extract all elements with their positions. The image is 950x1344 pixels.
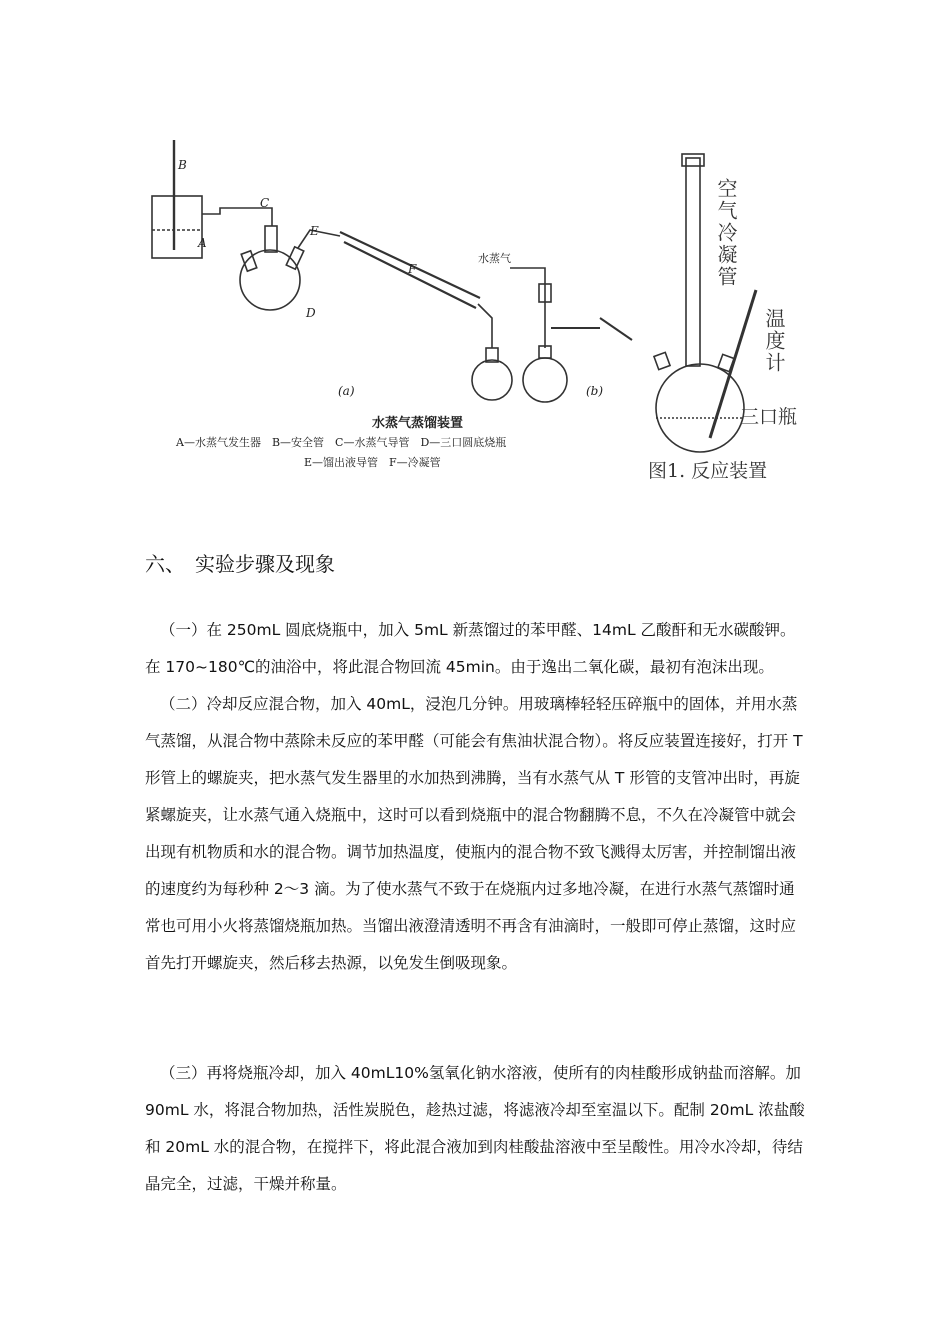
three-neck-flask — [656, 364, 744, 452]
label-A: A — [198, 236, 207, 250]
label-B: B — [178, 158, 187, 172]
paragraph-step-1: （一）在 250mL 圆底烧瓶中，加入 5mL 新蒸馏过的苯甲醛、14mL 乙酸酐和无水碳酸钾。在 170~180℃的油浴中，将此混合物回流 45min。由于逸出二氧化碳，最初有泡沫出现。 — [145, 621, 796, 676]
figure-title: 图1. 反应装置 — [648, 460, 768, 482]
figure-caption: 水蒸气蒸馏装置 — [372, 416, 464, 431]
sub-figure-b: (b) — [586, 384, 604, 398]
thermometer-label: 温度计 — [762, 308, 786, 374]
three-neck-flask-label: 三口瓶 — [740, 406, 798, 428]
apparatus-drawing — [140, 118, 820, 488]
air-condenser-label: 空气冷凝管 — [714, 178, 738, 288]
distillate-tube — [298, 230, 340, 248]
paragraph-step-3: （三）再将烧瓶冷却，加入 40mL10%氢氧化钠水溶液，使所有的肉桂酸形成钠盐而溶解。加 90mL 水，将混合物加热，活性炭脱色，趁热过滤，将滤液冷却至室温以下。配制 20mL 浓盐酸和 20mL 水的混合物，在搅拌下，将此混合液加到肉桂酸盐溶液中至呈酸性。用冷水冷却，待结晶完全，过滤，干燥并称量。 — [145, 1064, 805, 1193]
label-F: F — [408, 262, 417, 276]
section-heading: 六、 实验步骤及现象 — [145, 552, 335, 576]
steam-generator-vessel — [152, 196, 202, 258]
receiver-flask-b — [523, 358, 567, 402]
label-C: C — [260, 196, 270, 210]
steam-label: 水蒸气 — [478, 252, 511, 265]
sub-figure-a: (a) — [338, 384, 355, 398]
label-E: E — [310, 224, 319, 238]
label-D: D — [306, 306, 316, 320]
round-bottom-flask — [240, 250, 300, 310]
air-condenser-tube — [686, 158, 700, 366]
paragraph-step-2: （二）冷却反应混合物，加入 40mL，浸泡几分钟。用玻璃棒轻轻压碎瓶中的固体，并用水蒸气蒸馏，从混合物中蒸除未反应的苯甲醛（可能会有焦油状混合物）。将反应装置连接好，打开 T 形管上的螺旋夹，把水蒸气发生器里的水加热到沸腾，当有水蒸气从 T 形管的支管冲出时，再旋紧螺旋夹，让水蒸气通入烧瓶中，这时可以看到烧瓶中的混合物翻腾不息，不久在冷凝管中就会出现有机物质和水的混合物。调节加热温度，使瓶内的混合物不致飞溅得太厉害，并控制馏出液的速度约为每秒种 2～3 滴。为了使水蒸气不致于在烧瓶内过多地冷凝，在进行水蒸气蒸馏时通常也可用小火将蒸馏烧瓶加热。当馏出液澄清透明不再含有油滴时，一般即可停止蒸馏，这时应首先打开螺旋夹，然后移去热源，以免发生倒吸现象。 — [145, 695, 803, 972]
legend-line-2: E—馏出液导管 F—冷凝管 — [304, 456, 441, 469]
apparatus-figure — [140, 118, 820, 488]
receiver-flask-a — [472, 360, 512, 400]
legend-line-1: A—水蒸气发生器 B—安全管 C—水蒸气导管 D—三口圆底烧瓶 — [176, 436, 507, 449]
steam-conduit — [202, 208, 272, 226]
